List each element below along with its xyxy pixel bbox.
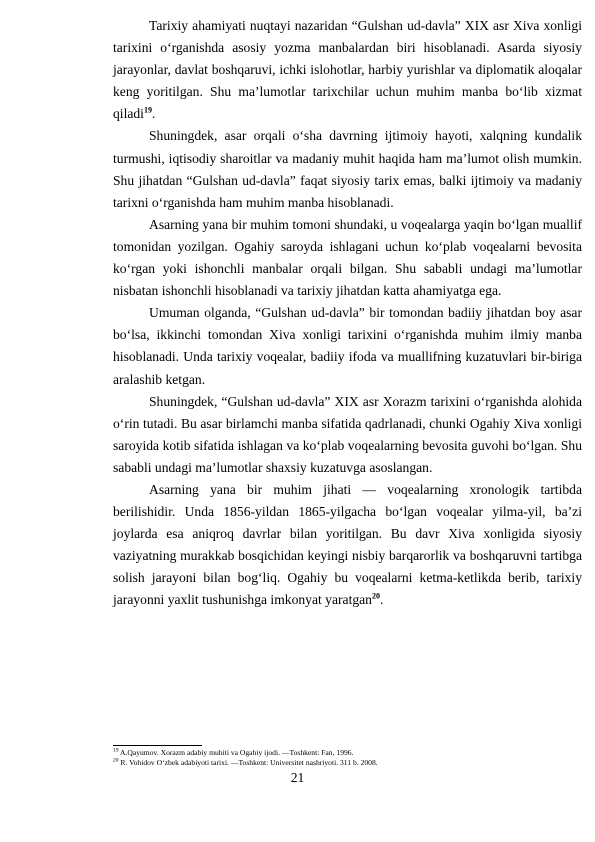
footnote-separator (113, 745, 202, 746)
footnote-ref-19[interactable]: 19 (143, 105, 152, 115)
paragraph-text: Tarixiy ahamiyati nuqtayi nazaridan “Gulshan ud-davla” XIX asr Xiva xonligi tarixini o‘rganishda asosiy yozma manbalardan biri hisoblanadi. Asarda siyosiy jarayonlar, davlat boshqaruvi, ichki islohotlar, harbiy yurishlar va diplomatik aloqalar keng yoritilgan. Shu ma’lumotlar tarixchilar uchun muhim manba bo‘lib xizmat qiladi (113, 18, 582, 122)
paragraph-text: Asarning yana bir muhim jihati — voqealarning xronologik tartibda berilishidir. Unda 1856-yildan 1865-yilgacha bo‘lgan voqealar yilma-yil, ba’zi joylarda esa aniqroq davrlar bilan yoritilgan. Bu davr Xiva xonligida siyosiy vaziyatning murakkab bosqichidan keyingi nisbiy barqarorlik va boshqaruvni tartibga solish jarayoni bilan bog‘liq. Ogahiy bu voqealarni ketma-ketlikda berib, tarixiy jarayonni yaxlit tushunishga imkonyat yaratgan (113, 481, 582, 608)
footnote-number: 20 (113, 757, 119, 764)
footnotes (113, 748, 582, 768)
page-number: 21 (290, 770, 305, 785)
footnote-ref-20[interactable]: 20 (371, 591, 380, 601)
paragraph-4 (113, 302, 582, 390)
paragraph-2 (113, 125, 582, 213)
body-text (113, 15, 582, 612)
paragraph-6 (113, 479, 582, 612)
paragraph-text: Umuman olganda, “Gulshan ud-davla” bir tomondan badiiy jihatdan boy asar bo‘lsa, ikkinchi tomondan Xiva xonligi tarixini o‘rganishda muhim ilmiy manba hisoblanadi. Unda tarixiy voqealar, badiiy ifoda va muallifning kuzatuvlari bir-biriga aralashib ketgan. (113, 305, 582, 387)
paragraph-3 (113, 214, 582, 302)
paragraph-text: Shuningdek, “Gulshan ud-davla” XIX asr Xorazm tarixini o‘rganishda alohida o‘rin tutadi. Bu asar birlamchi manba sifatida qadrlanadi, chunki Ogahiy Xiva xonligi saroyida kotib sifatida ishlagan va ko‘plab voqealarning bevosita guvohi bo‘lgan. Shu sababli undagi ma’lumotlar shaxsiy kuzatuvga asoslangan. (113, 393, 582, 475)
paragraph-text: Asarning yana bir muhim tomoni shundaki, u voqealarga yaqin bo‘lgan muallif tomonidan yozilgan. Ogahiy saroyda ishlagani uchun ko‘plab voqealarni bevosita ko‘rgan yoki ishonchli manbalar orqali bilgan. Shu sababli undagi ma’lumotlar nisbatan ishonchli hisoblanadi va tarixiy jihatdan katta ahamiyatga ega. (113, 216, 582, 299)
paragraph-tail: . (151, 106, 156, 122)
paragraph-tail: . (379, 592, 384, 608)
footnote-19 (113, 748, 582, 758)
footnote-number: 19 (113, 747, 119, 754)
footnote-20 (113, 758, 582, 768)
paragraph-1 (113, 15, 582, 125)
paragraph-5 (113, 391, 582, 479)
footnote-text: A.Qayumov. Xorazm adabiy muhiti va Ogahiy ijodi. —Toshkent: Fan, 1996. (118, 748, 354, 757)
footnote-text: R. Vohidov O‘zbek adabiyoti tarixi. —Toshkent: Universitet nashriyoti. 311 b. 2008. (118, 758, 378, 767)
paragraph-text: Shuningdek, asar orqali o‘sha davrning ijtimoiy hayoti, xalqning kundalik turmushi, iqtisodiy sharoitlar va madaniy muhit haqida ham ma’lumot olish mumkin. Shu jihatdan “Gulshan ud-davla” faqat siyosiy tarix emas, balki ijtimoiy va madaniy tarixni o‘rganishda ham muhim manba hisoblanadi. (113, 128, 582, 210)
